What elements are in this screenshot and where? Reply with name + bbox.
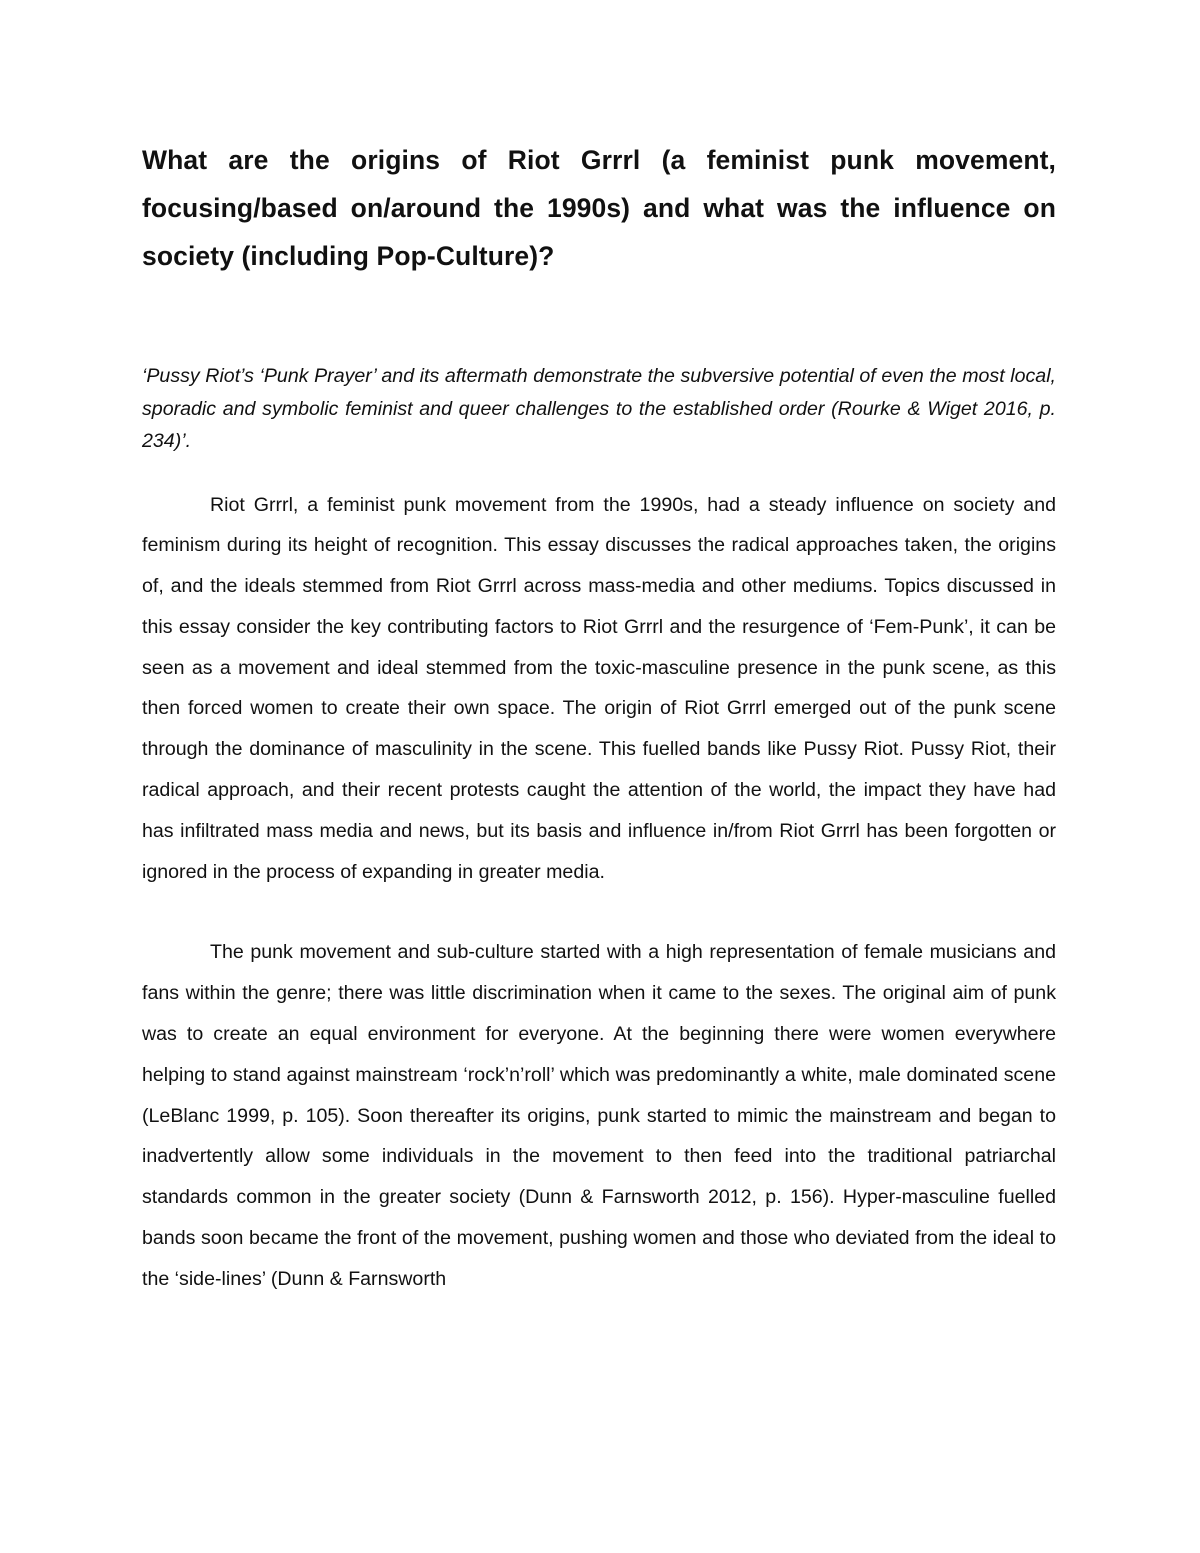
epigraph-quote: ‘Pussy Riot’s ‘Punk Prayer’ and its aftermath demonstrate the subversive potential of even the most local, sporadic and symbolic feminist and queer challenges to the established order (Rourke & Wiget 2016, p. 234)’. [142, 365, 1056, 452]
body-paragraph-2: The punk movement and sub-culture started with a high representation of female musicians and fans within the genre; there was little discrimination when it came to the sexes. The original aim of punk was to create an equal environment for everyone. At the beginning there were women everywhere helping to stand against mainstream ‘rock’n’roll’ which was predominantly a white, male dominated scene (LeBlanc 1999, p. 105). Soon thereafter its origins, punk started to mimic the mainstream and began to inadvertently allow some individuals in the movement to then feed into the traditional patriarchal standards common in the greater society (Dunn & Farnsworth 2012, p. 156). Hyper-masculine fuelled bands soon became the front of the movement, pushing women and those who deviated from the ideal to the ‘side-lines’ (Dunn & Farnsworth [142, 941, 1056, 1290]
document-page [142, 136, 1056, 1300]
body-paragraph-1: Riot Grrrl, a feminist punk movement from the 1990s, had a steady influence on society and feminism during its height of recognition. This essay discusses the radical approaches taken, the origins of, and the ideals stemmed from Riot Grrrl across mass-media and other mediums. Topics discussed in this essay consider the key contributing factors to Riot Grrrl and the resurgence of ‘Fem-Punk’, it can be seen as a movement and ideal stemmed from the toxic-masculine presence in the punk scene, as this then forced women to create their own space. The origin of Riot Grrrl emerged out of the punk scene through the dominance of masculinity in the scene. This fuelled bands like Pussy Riot. Pussy Riot, their radical approach, and their recent protests caught the attention of the world, the impact they have had has infiltrated mass media and news, but its basis and influence in/from Riot Grrrl has been forgotten or ignored in the process of expanding in greater media. [142, 493, 1056, 883]
document-title: What are the origins of Riot Grrrl (a feminist punk movement, focusing/based on/around the 1990s) and what was the influence on society (including Pop-Culture)? [142, 145, 1056, 271]
